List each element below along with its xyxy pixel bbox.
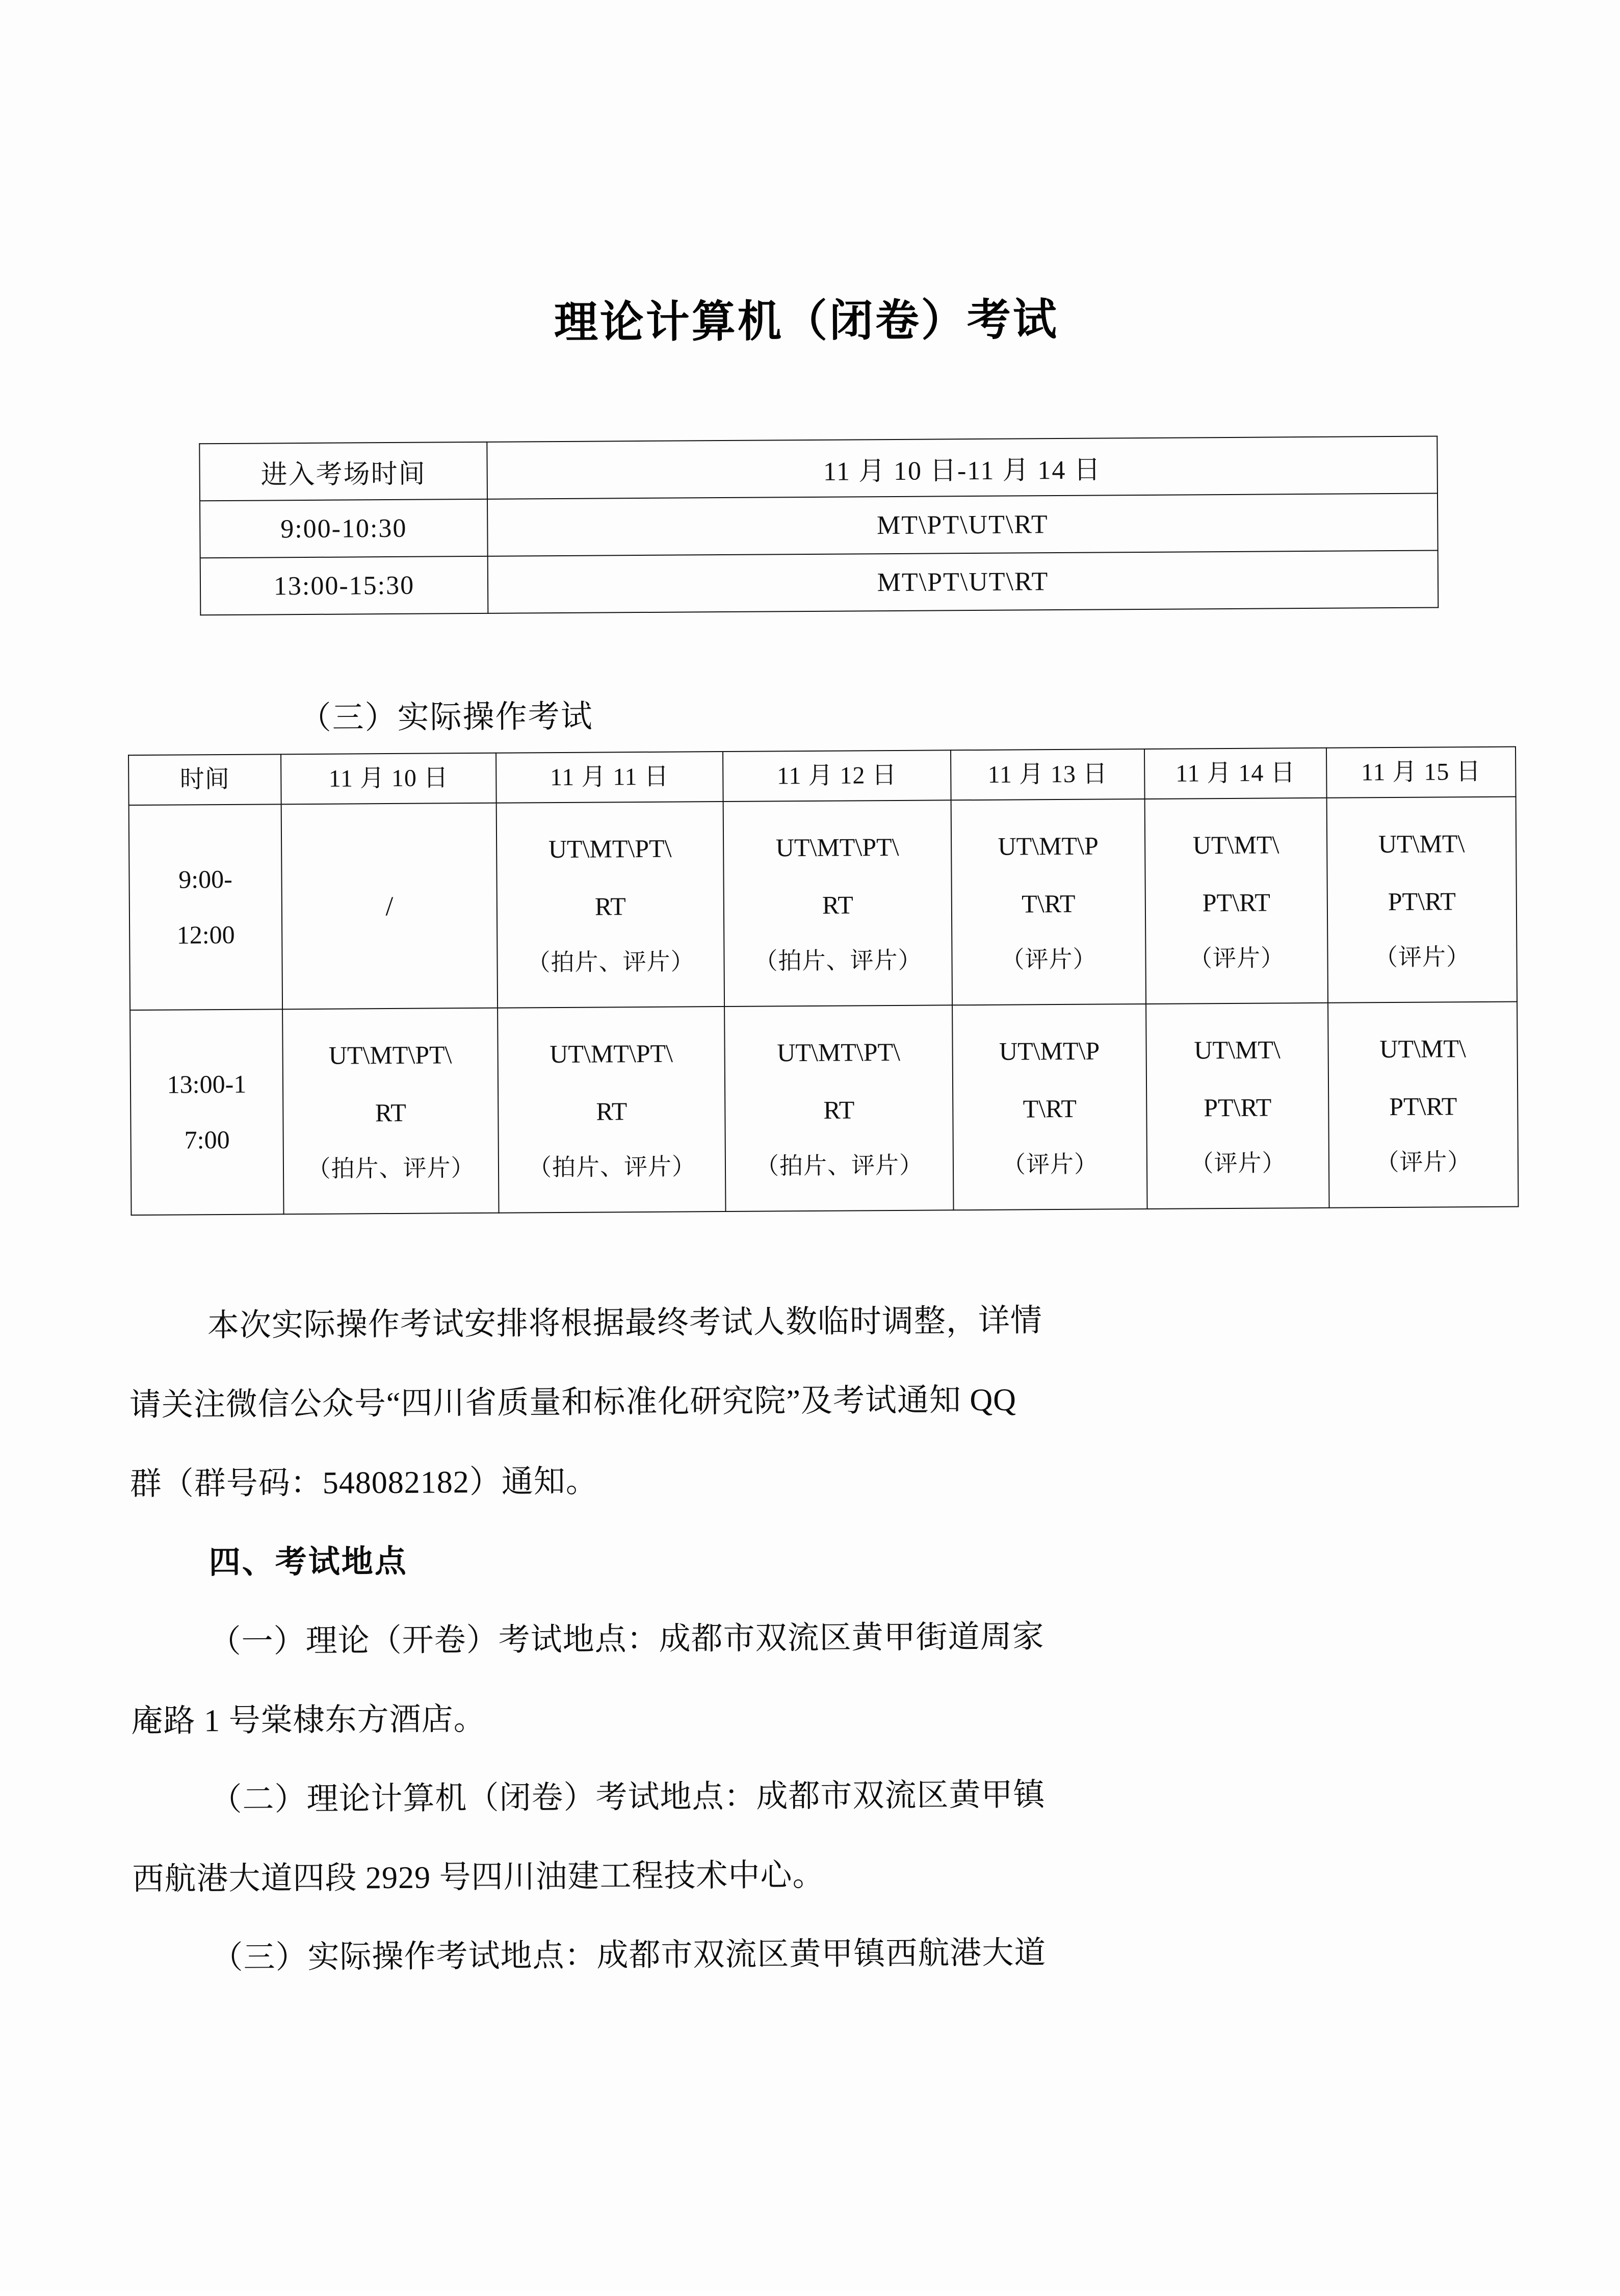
cell-line-3: （评片） <box>1002 1151 1099 1178</box>
cell-line-3: （拍片、评片） <box>754 947 922 974</box>
cell-line-2: T\RT <box>1023 1094 1077 1123</box>
entry-table-time-afternoon: 13:00-15:30 <box>200 556 488 615</box>
cell-line-1: / <box>385 890 394 921</box>
practical-cell-afternoon-nov11 <box>498 1007 725 1213</box>
table-row <box>130 1002 1518 1216</box>
cell-line-1: UT\MT\PT\ <box>328 1040 452 1070</box>
practical-row-time-afternoon <box>130 1009 283 1215</box>
practical-header-nov13: 11 月 13 日 <box>951 749 1145 800</box>
cell-line-1: UT\MT\P <box>999 1036 1100 1066</box>
table-header-row <box>128 747 1516 806</box>
practical-header-nov14: 11 月 14 日 <box>1144 748 1327 799</box>
cell-line-2: RT <box>596 1096 628 1126</box>
cell-line-2: RT <box>822 890 853 919</box>
table-row <box>199 436 1438 501</box>
practical-cell-morning-nov13 <box>951 799 1146 1005</box>
table-row <box>129 797 1517 1011</box>
note-line-2: 请关注微信公众号“四川省质量和标准化研究院”及考试通知 QQ <box>129 1382 1017 1423</box>
cell-line-1: UT\MT\ <box>1192 830 1279 860</box>
cell-line-1: UT\MT\PT\ <box>777 1038 901 1067</box>
practical-header-nov15: 11 月 15 日 <box>1326 747 1516 798</box>
document-title: 理论计算机（闭卷）考试 <box>554 295 1059 348</box>
cell-line-1: UT\MT\PT\ <box>550 1039 673 1069</box>
practical-cell-morning-nov14 <box>1145 798 1328 1004</box>
cell-line-2: T\RT <box>1022 889 1076 918</box>
cell-line-2: PT\RT <box>1389 1091 1457 1121</box>
time-line-2: 12:00 <box>176 920 235 949</box>
cell-line-3: （评片） <box>1375 1148 1472 1175</box>
cell-line-1: UT\MT\PT\ <box>775 833 899 862</box>
practical-cell-morning-nov11 <box>497 802 724 1008</box>
location-3-line-1: （三）实际操作考试地点：成都市双流区黄甲镇西航港大道 <box>211 1936 1047 1976</box>
cell-line-3: （拍片、评片） <box>528 1153 696 1181</box>
body-text-block <box>128 1279 1519 1999</box>
cell-line-1: UT\MT\ <box>1378 829 1465 859</box>
practical-cell-morning-nov12 <box>723 800 952 1007</box>
entry-table-header-date: 11 月 10 日-11 月 14 日 <box>487 436 1438 499</box>
cell-line-3: （拍片、评片） <box>755 1152 924 1179</box>
table-row <box>200 550 1439 615</box>
entry-table-time-morning: 9:00-10:30 <box>200 499 488 558</box>
practical-header-time: 时间 <box>128 754 281 805</box>
cell-line-1: UT\MT\PT\ <box>548 834 672 864</box>
practical-cell-morning-nov15 <box>1327 797 1517 1003</box>
entry-time-table <box>199 435 1439 615</box>
cell-line-2: RT <box>375 1098 406 1127</box>
practical-exam-table <box>128 746 1519 1216</box>
practical-row-time-morning <box>129 804 282 1010</box>
note-line-1: 本次实际操作考试安排将根据最终考试人数临时调整，详情 <box>207 1303 1043 1344</box>
cell-line-1: UT\MT\ <box>1194 1035 1281 1065</box>
location-2-line-2: 西航港大道四段 2929 号四川油建工程技术中心。 <box>132 1858 825 1897</box>
practical-cell-afternoon-nov14 <box>1146 1003 1329 1209</box>
time-line-2: 7:00 <box>184 1125 230 1154</box>
heading-section-four: 四、考试地点 <box>208 1544 408 1581</box>
cell-line-3: （评片） <box>1374 943 1471 970</box>
cell-line-3: （拍片、评片） <box>527 948 695 976</box>
entry-table-subjects-morning: MT\PT\UT\RT <box>487 493 1438 556</box>
cell-line-2: RT <box>823 1095 855 1124</box>
time-line-1: 13:00-1 <box>167 1069 247 1099</box>
practical-cell-afternoon-nov12 <box>724 1005 953 1211</box>
practical-header-nov10: 11 月 10 日 <box>281 753 497 805</box>
location-1-line-2: 庵路 1 号棠棣东方酒店。 <box>131 1701 486 1739</box>
location-2-line-1: （二）理论计算机（闭卷）考试地点：成都市双流区黄甲镇 <box>210 1777 1046 1818</box>
time-line-1: 9:00- <box>178 864 232 894</box>
cell-line-2: RT <box>594 891 626 921</box>
table-row <box>200 493 1438 558</box>
cell-line-3: （拍片、评片） <box>307 1154 475 1182</box>
entry-table-header-time: 进入考场时间 <box>199 442 487 501</box>
practical-cell-afternoon-nov10 <box>282 1008 499 1215</box>
practical-cell-morning-nov10 <box>281 803 498 1010</box>
cell-line-2: PT\RT <box>1204 1092 1272 1122</box>
cell-line-3: （评片） <box>1188 945 1285 972</box>
practical-header-nov11: 11 月 11 日 <box>496 752 723 803</box>
practical-header-nov12: 11 月 12 日 <box>723 750 951 802</box>
entry-table-subjects-afternoon: MT\PT\UT\RT <box>488 550 1439 613</box>
practical-cell-afternoon-nov15 <box>1328 1002 1518 1208</box>
cell-line-3: （评片） <box>1190 1150 1286 1177</box>
cell-line-2: PT\RT <box>1202 887 1271 917</box>
cell-line-1: UT\MT\ <box>1379 1034 1466 1064</box>
practical-cell-afternoon-nov13 <box>952 1004 1147 1210</box>
note-line-3: 群（群号码：548082182）通知。 <box>129 1464 598 1502</box>
section-heading-practical: （三）实际操作考试 <box>299 699 593 736</box>
cell-line-2: PT\RT <box>1388 886 1456 916</box>
cell-line-1: UT\MT\P <box>998 831 1099 861</box>
cell-line-3: （评片） <box>1001 946 1097 973</box>
location-1-line-1: （一）理论（开卷）考试地点：成都市双流区黄甲街道周家 <box>209 1619 1044 1660</box>
